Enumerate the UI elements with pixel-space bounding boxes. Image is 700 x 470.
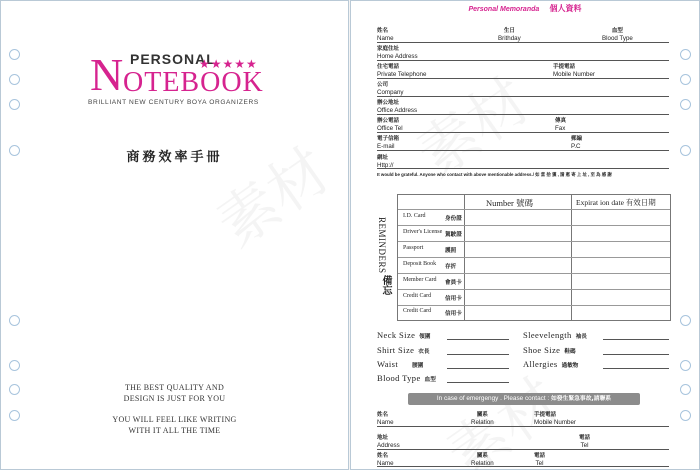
office-tel-label: 辦公電話 Office Tel bbox=[377, 118, 403, 132]
emergency-tel-label: 電話 Tel bbox=[579, 435, 591, 449]
field-line[interactable] bbox=[377, 426, 669, 427]
slogan-line-2: DESIGN IS JUST FOR YOU bbox=[123, 394, 226, 403]
emergency-tel-label: 電話 Tel bbox=[534, 453, 546, 467]
field-line[interactable] bbox=[603, 368, 669, 369]
table-row: 信用卡 bbox=[445, 311, 462, 317]
field-line[interactable] bbox=[377, 60, 669, 61]
emergency-mobile-label: 手提電話 Mobile Number bbox=[534, 412, 576, 426]
field-line[interactable] bbox=[377, 150, 669, 151]
binder-hole bbox=[680, 315, 691, 326]
brand-word: OTEBOOK bbox=[123, 67, 264, 98]
binder-hole bbox=[680, 145, 691, 156]
website-label: 網址 Http:// bbox=[377, 155, 394, 169]
birthday-label: 生日 Brithday bbox=[498, 28, 521, 42]
private-tel-label: 住宅電話 Private Telephone bbox=[377, 64, 427, 78]
table-row: Passport bbox=[403, 245, 424, 251]
brand-personal: PERSONAL bbox=[130, 51, 216, 67]
reminders-side-label: REMINDERS bbox=[377, 217, 387, 274]
postcode-label: 郵編 P.C bbox=[571, 136, 583, 150]
field-line[interactable] bbox=[447, 354, 509, 355]
binder-hole bbox=[680, 74, 691, 85]
home-address-label: 家庭住址 Home Address bbox=[377, 46, 418, 60]
mobile-label: 手提電話 Mobile Number bbox=[553, 64, 595, 78]
table-row: 信用卡 bbox=[445, 296, 462, 302]
slogan-line-1: THE BEST QUALITY AND bbox=[124, 383, 225, 392]
blood-type-label: 血型 Blood Type bbox=[602, 28, 633, 42]
field-line[interactable] bbox=[447, 339, 509, 340]
field-line[interactable] bbox=[377, 168, 669, 169]
table-row: Credit Card bbox=[403, 293, 432, 299]
emergency-name-label: 姓名 Name bbox=[377, 453, 394, 467]
column-expiration: Expirat ion date 有效日期 bbox=[576, 198, 656, 207]
emergency-banner: In case of emergengy . Please contact : 如發生緊急事故,請聯系 bbox=[408, 393, 640, 405]
emergency-relation-label: 關系 Relation bbox=[471, 412, 494, 426]
table-row: I.D. Card bbox=[403, 213, 426, 219]
slogan-line-4: WITH IT ALL THE TIME bbox=[128, 426, 221, 435]
field-line[interactable] bbox=[377, 78, 669, 79]
binder-hole bbox=[9, 49, 20, 60]
binder-hole bbox=[9, 410, 20, 421]
neck-size-label: Neck Size 領圍 bbox=[377, 330, 431, 340]
table-row: 存折 bbox=[445, 264, 457, 270]
field-line[interactable] bbox=[447, 368, 509, 369]
return-note: It would be grateful. Anyone who contact with above mentionable address./ 如 當 拾 獲 , 請 惠 寄 上 址 , 至 為 感 謝 bbox=[377, 172, 612, 177]
emergency-name-label: 姓名 Name bbox=[377, 412, 394, 426]
fax-label: 傳真 Fax bbox=[555, 118, 567, 132]
allergies-label: Allergies 過敏物 bbox=[523, 359, 579, 369]
field-line[interactable] bbox=[377, 132, 669, 133]
column-number: Number 號碼 bbox=[486, 198, 533, 208]
emergency-relation-label: 關系 Relation bbox=[471, 453, 494, 467]
field-line[interactable] bbox=[377, 114, 669, 115]
reminders-side-label-zh: 備忘 bbox=[380, 275, 391, 295]
binder-hole bbox=[9, 145, 20, 156]
binder-hole bbox=[9, 315, 20, 326]
slogan-line-3: YOU WILL FEEL LIKE WRITING bbox=[112, 415, 237, 424]
email-label: 電子信箱 E-mail bbox=[377, 136, 400, 150]
field-line[interactable] bbox=[377, 449, 669, 450]
brand-tagline: BRILLIANT NEW CENTURY BOYA ORGANIZERS bbox=[88, 99, 259, 106]
blood-type-measure-label: Blood Type 血型 bbox=[377, 373, 436, 383]
form-header-zh: 個人資料 bbox=[549, 4, 582, 13]
form-header bbox=[350, 3, 700, 14]
field-line[interactable] bbox=[603, 339, 669, 340]
table-row: 駕駛證 bbox=[445, 232, 462, 238]
table-row: Deposit Book bbox=[403, 261, 437, 267]
form-header-en: Personal Memoranda bbox=[468, 6, 540, 13]
cover-title: 商務效率手冊 bbox=[126, 150, 223, 165]
waist-label: Waist 腰圍 bbox=[377, 359, 424, 369]
binder-hole bbox=[680, 49, 691, 60]
binder-hole bbox=[680, 384, 691, 395]
company-label: 公司 Company bbox=[377, 82, 404, 96]
sleeve-length-label: Sleevelength 袖長 bbox=[523, 330, 587, 340]
reminders-table bbox=[397, 194, 671, 321]
table-row: Member Card bbox=[403, 277, 437, 283]
table-row: 護照 bbox=[445, 248, 457, 254]
table-row: Credit Card bbox=[403, 308, 432, 314]
emergency-address-label: 地址 Address bbox=[377, 435, 400, 449]
brand-initial: N bbox=[90, 49, 124, 100]
shirt-size-label: Shirt Size 衣長 bbox=[377, 345, 430, 355]
field-line[interactable] bbox=[377, 42, 669, 43]
binder-hole bbox=[9, 74, 20, 85]
field-line[interactable] bbox=[377, 96, 669, 97]
field-line[interactable] bbox=[447, 382, 509, 383]
binder-hole bbox=[680, 360, 691, 371]
field-line[interactable] bbox=[377, 466, 669, 467]
binder-hole bbox=[9, 384, 20, 395]
table-row: 會員卡 bbox=[445, 280, 462, 286]
binder-hole bbox=[9, 360, 20, 371]
office-address-label: 辦公地址 Office Address bbox=[377, 100, 418, 114]
binder-hole bbox=[680, 410, 691, 421]
table-row: 身份證 bbox=[445, 216, 462, 222]
table-row: Driver's License bbox=[403, 229, 443, 235]
binder-hole bbox=[9, 99, 20, 110]
name-label: 姓名 Name bbox=[377, 28, 394, 42]
shoe-size-label: Shoe Size 鞋碼 bbox=[523, 345, 576, 355]
brand-stars: ★★★★★ bbox=[199, 57, 258, 71]
binder-hole bbox=[680, 99, 691, 110]
field-line[interactable] bbox=[603, 354, 669, 355]
